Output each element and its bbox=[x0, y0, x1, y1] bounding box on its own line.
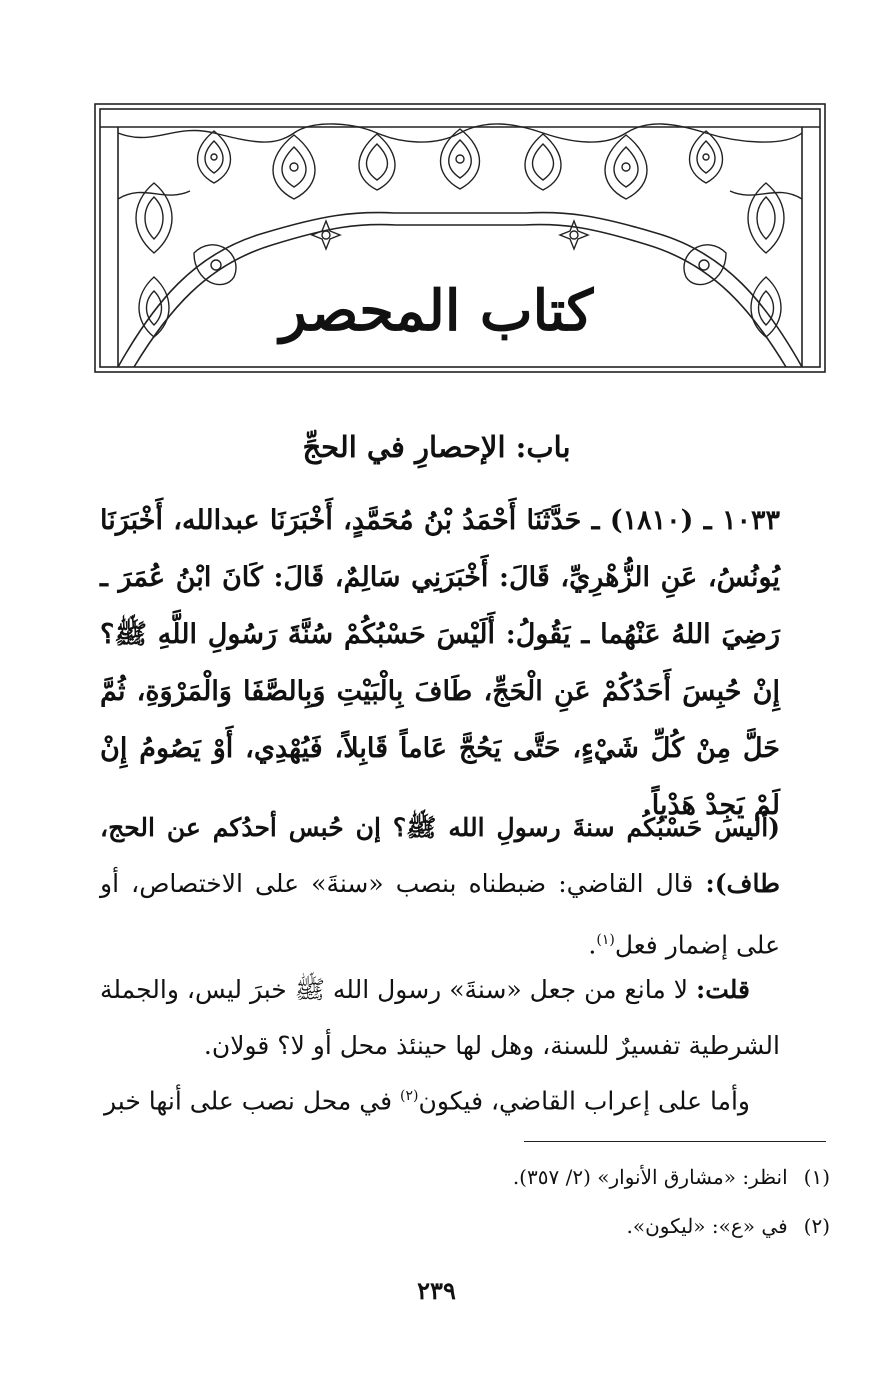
commentary-paragraph-2 bbox=[100, 962, 780, 1074]
commentary-text: في محل نصب على أنها خبر bbox=[104, 1086, 393, 1116]
hadith-text: حَدَّثَنَا أَحْمَدُ بْنُ مُحَمَّدٍ، أَخْبَرَنَا عبدالله، أَخْبَرَنَا يُونُسُ، عَنِ الزُّهْرِيِّ، قَالَ: أَخْبَرَنِي سَالِمٌ، قَالَ: كَانَ ابْنُ عُمَرَ ـ رَضِيَ اللهُ عَنْهُما ـ يَقُولُ: أَلَيْسَ حَسْبُكُمْ سُنَّةَ رَسُولِ اللَّهِ ﷺ؟ إِنْ حُبِسَ أَحَدُكُمْ عَنِ الْحَجِّ، طَافَ بِالْبَيْتِ وَبِالصَّفَا وَالْمَرْوَةِ، ثُمَّ حَلَّ مِنْ كُلِّ شَيْءٍ، حَتَّى يَحُجَّ عَاماً قَابِلاً، فَيُهْدِي، أَوْ يَصُومُ إِنْ لَمْ يَجِدْ هَدْياً. bbox=[100, 505, 780, 821]
footnote-2 bbox=[130, 1211, 830, 1241]
hadith-paragraph bbox=[100, 492, 780, 834]
commentary-paragraph-3 bbox=[100, 1068, 780, 1129]
chapter-heading bbox=[95, 430, 778, 464]
chapter-title: : الإحصارِ في الحجِّ bbox=[302, 430, 527, 464]
footnote-text: انظر: «مشارق الأنوار» (٢/ ٣٥٧). bbox=[512, 1165, 788, 1189]
sentence-end: . bbox=[588, 930, 597, 960]
commentary-quote: (أليس حَسْبُكُم سنةَ رسولِ الله ﷺ؟ إن حُبس أحدُكم عن الحج، طاف): bbox=[100, 813, 780, 898]
footnote-ref-1[interactable]: (١) bbox=[596, 932, 615, 948]
footnote-text: في «ع»: «ليكون». bbox=[626, 1214, 788, 1238]
commentary-label: قلت: bbox=[695, 975, 750, 1004]
footnote-number: (٢) bbox=[803, 1214, 830, 1238]
footnote-1 bbox=[130, 1162, 830, 1192]
footnote-number: (١) bbox=[803, 1165, 830, 1189]
commentary-paragraph-1 bbox=[100, 800, 780, 973]
commentary-text: قال القاضي: ضبطناه بنصب «سنةَ» على الاختصاص، أو على إضمار فعل bbox=[100, 869, 780, 960]
chapter-label: باب bbox=[526, 430, 571, 464]
page-number: ٢٣٩ bbox=[417, 1276, 456, 1305]
book-title: كتاب المحصر bbox=[279, 278, 594, 344]
commentary-text: وأما على إعراب القاضي، فيكون bbox=[418, 1086, 750, 1116]
footnote-divider bbox=[524, 1141, 826, 1142]
footnote-ref-2[interactable]: (٢) bbox=[400, 1088, 419, 1104]
commentary-text: لا مانع من جعل «سنةَ» رسول الله ﷺ خبرَ ليس، والجملة الشرطية تفسيرٌ للسنة، وهل لها حينئذ محل أو لا؟ قولان. bbox=[100, 975, 780, 1060]
hadith-number: ١٠٣٣ ـ (١٨١٠) ـ bbox=[591, 505, 780, 536]
